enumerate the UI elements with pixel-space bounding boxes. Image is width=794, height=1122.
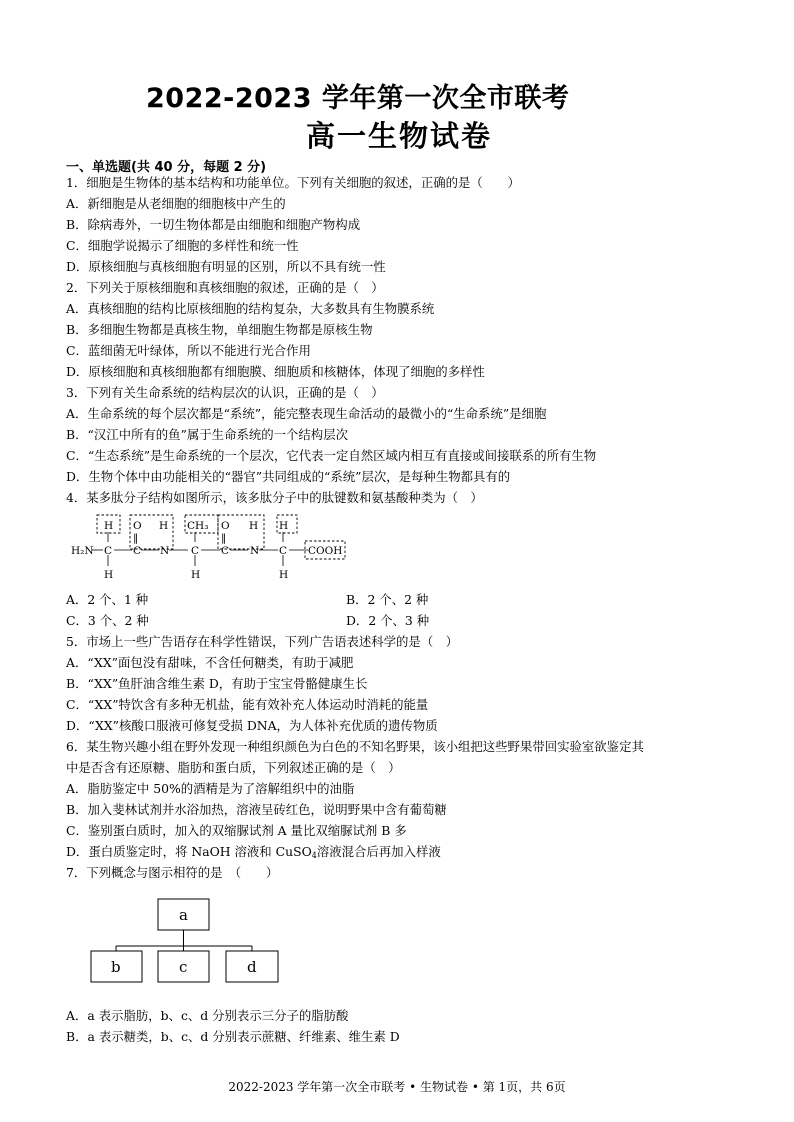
q5-option-c: C．“XX”特饮含有多种无机盐，能有效补充人体运动时消耗的能量 (66, 697, 429, 712)
q2-option-b: B．多细胞生物都是真核生物，单细胞生物都是原核生物 (66, 322, 373, 337)
q6-stem-line2: 中是否含有还原糖、脂肪和蛋白质，下列叙述正确的是（ ） (66, 760, 401, 775)
q2-stem: 2．下列关于原核细胞和真核细胞的叙述，正确的是（ ） (66, 280, 384, 295)
atom-c5: C (279, 545, 288, 557)
atom-h-n2: H (249, 520, 259, 532)
q7-option-a: A．a 表示脂肪，b、c、d 分别表示三分子的脂肪酸 (66, 1008, 349, 1023)
q1-option-b: B．除病毒外，一切生物体都是由细胞和细胞产物构成 (66, 217, 361, 232)
double-bond-2: ‖ (221, 532, 227, 544)
atom-h-r1: H (104, 520, 114, 532)
atom-h-r3: H (279, 520, 289, 532)
atom-c4: C (221, 545, 230, 557)
atom-o2: O (221, 520, 230, 532)
q6-stem-line1: 6．某生物兴趣小组在野外发现一种组织颜色为白色的不知名野果，该小组把这些野果带回实验室欲鉴定其 (66, 739, 644, 754)
q2-option-d: D．原核细胞和真核细胞都有细胞膜、细胞质和核糖体，体现了细胞的多样性 (66, 364, 485, 379)
atom-c2: C (133, 545, 142, 557)
page-footer: 2022-2023 学年第一次全市联考 • 生物试卷 • 第 1页，共 6页 (228, 1080, 566, 1094)
q7-stem: 7．下列概念与图示相符的是 （ ） (66, 865, 279, 880)
q6-option-c: C．鉴别蛋白质时，加入的双缩脲试剂 A 量比双缩脲试剂 B 多 (66, 823, 407, 838)
atom-h-5: H (279, 569, 289, 581)
q1-stem: 1．细胞是生物体的基本结构和功能单位。下列有关细胞的叙述，正确的是（ ） (66, 175, 520, 190)
atom-n1: N (160, 545, 170, 557)
q5-option-a: A．“XX”面包没有甜味，不含任何糖类，有助于减肥 (66, 655, 354, 670)
q3-option-c: C．“生态系统”是生命系统的一个层次，它代表一定自然区域内相互有直接或间接联系的所有生物 (66, 448, 597, 463)
atom-h-1: H (104, 569, 114, 581)
q1-option-d: D．原核细胞与真核细胞有明显的区别，所以不具有统一性 (66, 259, 386, 274)
q3-option-b: B．“汉江中所有的鱼”属于生命系统的一个结构层次 (66, 427, 348, 442)
amino-group: H₂N (71, 545, 94, 557)
q3-option-a: A．生命系统的每个层次都是“系统”，能完整表现生命活动的最微小的“生命系统”是细胞 (66, 406, 547, 421)
label-b: b (111, 958, 121, 976)
q7-option-b: B．a 表示糖类，b、c、d 分别表示蔗糖、纤维素、维生素 D (66, 1029, 400, 1044)
q5-stem: 5．市场上一些广告语存在科学性错误，下列广告语表述科学的是（ ） (66, 634, 458, 649)
q6-option-d-subscript: 4 (311, 851, 317, 860)
q4-option-a: A．2 个、1 种 (66, 592, 149, 607)
q5-option-b: B．“XX”鱼肝油含维生素 D，有助于宝宝骨骼健康生长 (66, 676, 368, 691)
q6-option-d (66, 843, 441, 861)
atom-h-3: H (191, 569, 201, 581)
q6-option-d-text-end: 溶液混合后再加入样液 (316, 844, 441, 859)
atom-c3: C (191, 545, 200, 557)
q2-option-a: A．真核细胞的结构比原核细胞的结构复杂，大多数具有生物膜系统 (66, 301, 435, 316)
section-heading: 一、单选题(共 40 分，每题 2 分) (66, 160, 267, 175)
atom-h-n1: H (159, 520, 169, 532)
q3-stem: 3．下列有关生命系统的结构层次的认识，正确的是（ ） (66, 385, 384, 400)
q4-option-c: C．3 个、2 种 (66, 613, 149, 628)
q4-option-d: D．2 个、3 种 (346, 613, 430, 628)
exam-title: 2022-2023 学年第一次全市联考 (146, 83, 570, 114)
q1-option-c: C．细胞学说揭示了细胞的多样性和统一性 (66, 238, 299, 253)
atom-n2: N (250, 545, 260, 557)
q6-option-d-text: D．蛋白质鉴定时，将 NaOH 溶液和 CuSO (66, 844, 312, 859)
label-d: d (247, 958, 257, 976)
q6-option-b: B．加入斐林试剂并水浴加热，溶液呈砖红色，说明野果中含有葡萄糖 (66, 802, 447, 817)
q4-stem: 4．某多肽分子结构如图所示，该多肽分子中的肽键数和氨基酸种类为（ ） (66, 490, 483, 505)
q3-option-d: D．生物个体中由功能相关的“器官”共同组成的“系统”层次，是每种生物都具有的 (66, 469, 511, 484)
q2-option-c: C．蓝细菌无叶绿体，所以不能进行光合作用 (66, 343, 311, 358)
exam-subtitle: 高一生物试卷 (306, 119, 493, 153)
atom-c1: C (104, 545, 113, 557)
concept-tree-diagram (88, 898, 288, 986)
q6-option-a: A．脂肪鉴定中 50%的酒精是为了溶解组织中的油脂 (66, 781, 355, 796)
double-bond-1: ‖ (133, 532, 139, 544)
methyl-group: CH₃ (187, 520, 209, 532)
atom-o1: O (133, 520, 142, 532)
carboxyl-group: COOH (308, 545, 343, 557)
label-a: a (179, 906, 188, 924)
polypeptide-structure-figure (70, 513, 360, 588)
q1-option-a: A．新细胞是从老细胞的细胞核中产生的 (66, 196, 286, 211)
q5-option-d: D．“XX”核酸口服液可修复受损 DNA，为人体补充优质的遗传物质 (66, 718, 438, 733)
q4-option-b: B．2 个、2 种 (346, 592, 429, 607)
label-c: c (179, 958, 188, 976)
